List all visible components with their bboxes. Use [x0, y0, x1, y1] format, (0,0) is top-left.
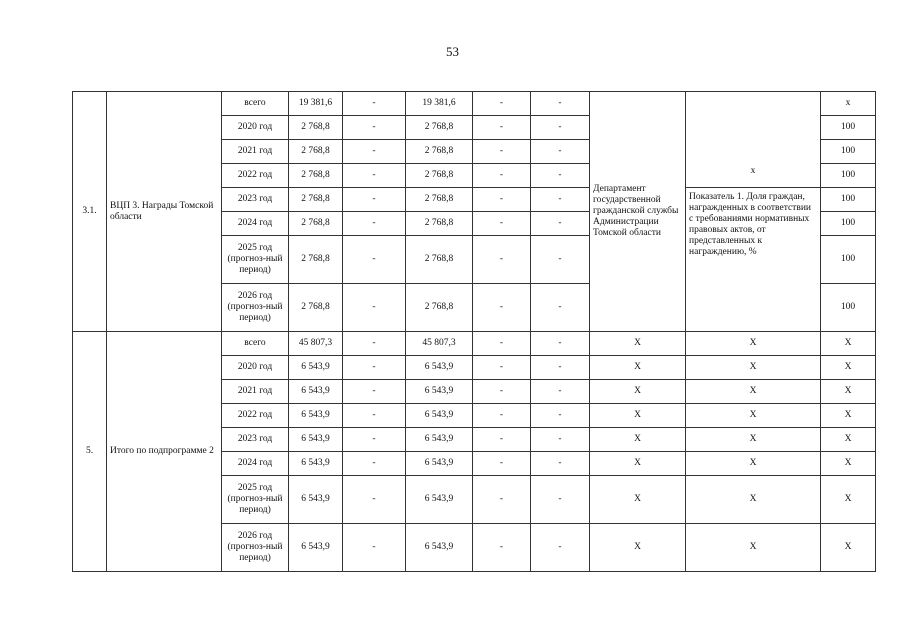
year-cell: 2020 год [222, 116, 289, 140]
other-cell: - [531, 332, 590, 356]
regional-cell: 6 543,9 [406, 380, 473, 404]
federal-cell: - [343, 188, 406, 212]
other-cell: - [531, 524, 590, 572]
value-x-cell: Х [821, 452, 876, 476]
value-cell: 100 [821, 116, 876, 140]
value-x-cell: Х [821, 380, 876, 404]
total-cell: 2 768,8 [289, 140, 343, 164]
other-cell: - [531, 380, 590, 404]
federal-cell: - [343, 476, 406, 524]
year-cell: 2023 год [222, 188, 289, 212]
indicator-x-cell: Х [686, 380, 821, 404]
total-cell: 2 768,8 [289, 188, 343, 212]
local-cell: - [473, 284, 531, 332]
total-cell: 2 768,8 [289, 116, 343, 140]
table-row [73, 92, 876, 116]
other-cell: - [531, 188, 590, 212]
page-number: 53 [446, 44, 459, 59]
year-cell: 2023 год [222, 428, 289, 452]
year-cell: 2022 год [222, 404, 289, 428]
year-cell: 2021 год [222, 380, 289, 404]
federal-cell: - [343, 356, 406, 380]
regional-cell: 2 768,8 [406, 284, 473, 332]
year-cell: 2021 год [222, 140, 289, 164]
indicator-header: х [686, 163, 820, 188]
local-cell: - [473, 404, 531, 428]
federal-cell: - [343, 140, 406, 164]
regional-cell: 6 543,9 [406, 356, 473, 380]
federal-cell: - [343, 380, 406, 404]
department-x-cell: Х [590, 524, 686, 572]
indicator-cell [686, 92, 821, 332]
local-cell: - [473, 356, 531, 380]
value-x-cell: Х [821, 356, 876, 380]
other-cell: - [531, 140, 590, 164]
year-cell: 2022 год [222, 164, 289, 188]
indicator-x-cell: Х [686, 332, 821, 356]
total-cell: 6 543,9 [289, 404, 343, 428]
year-cell: 2025 год (прогноз-ный период) [222, 476, 289, 524]
regional-cell: 2 768,8 [406, 116, 473, 140]
total-cell: 6 543,9 [289, 524, 343, 572]
indicator-x-cell: Х [686, 476, 821, 524]
other-cell: - [531, 92, 590, 116]
local-cell: - [473, 164, 531, 188]
value-cell: 100 [821, 164, 876, 188]
local-cell: - [473, 212, 531, 236]
total-cell: 45 807,3 [289, 332, 343, 356]
value-x-cell: Х [821, 332, 876, 356]
value-x-cell: Х [821, 404, 876, 428]
subprogram-table [72, 91, 876, 572]
total-cell: 2 768,8 [289, 164, 343, 188]
regional-cell: 2 768,8 [406, 212, 473, 236]
total-cell: 2 768,8 [289, 212, 343, 236]
federal-cell: - [343, 284, 406, 332]
other-cell: - [531, 164, 590, 188]
row-number: 3.1. [73, 92, 107, 332]
indicator-x-cell: Х [686, 356, 821, 380]
total-cell: 6 543,9 [289, 356, 343, 380]
value-cell: 100 [821, 188, 876, 212]
other-cell: - [531, 476, 590, 524]
federal-cell: - [343, 212, 406, 236]
local-cell: - [473, 332, 531, 356]
federal-cell: - [343, 236, 406, 284]
year-cell: всего [222, 332, 289, 356]
value-x-cell: Х [821, 476, 876, 524]
year-cell: 2026 год (прогноз-ный период) [222, 524, 289, 572]
federal-cell: - [343, 404, 406, 428]
department-x-cell: Х [590, 404, 686, 428]
total-cell: 6 543,9 [289, 428, 343, 452]
department-x-cell: Х [590, 476, 686, 524]
federal-cell: - [343, 92, 406, 116]
local-cell: - [473, 188, 531, 212]
local-cell: - [473, 236, 531, 284]
federal-cell: - [343, 116, 406, 140]
department-x-cell: Х [590, 380, 686, 404]
measure-name: Итого по подпрограмме 2 [107, 332, 222, 572]
regional-cell: 2 768,8 [406, 236, 473, 284]
other-cell: - [531, 284, 590, 332]
total-cell: 2 768,8 [289, 236, 343, 284]
local-cell: - [473, 524, 531, 572]
measure-name: ВЦП 3. Награды Томской области [107, 92, 222, 332]
total-cell: 6 543,9 [289, 380, 343, 404]
other-cell: - [531, 428, 590, 452]
regional-cell: 2 768,8 [406, 164, 473, 188]
department-x-cell: Х [590, 332, 686, 356]
indicator-x-cell: Х [686, 452, 821, 476]
year-cell: всего [222, 92, 289, 116]
regional-cell: 6 543,9 [406, 404, 473, 428]
department-x-cell: Х [590, 356, 686, 380]
table-row [73, 332, 876, 356]
local-cell: - [473, 428, 531, 452]
row-number: 5. [73, 332, 107, 572]
total-cell: 2 768,8 [289, 284, 343, 332]
indicator-x-cell: Х [686, 404, 821, 428]
value-x-cell: Х [821, 524, 876, 572]
local-cell: - [473, 116, 531, 140]
department-x-cell: Х [590, 452, 686, 476]
total-cell: 6 543,9 [289, 476, 343, 524]
regional-cell: 45 807,3 [406, 332, 473, 356]
total-cell: 19 381,6 [289, 92, 343, 116]
regional-cell: 6 543,9 [406, 476, 473, 524]
other-cell: - [531, 404, 590, 428]
local-cell: - [473, 140, 531, 164]
regional-cell: 6 543,9 [406, 428, 473, 452]
department-cell: Департамент государственной гражданской службы Администрации Томской области [590, 92, 686, 332]
federal-cell: - [343, 524, 406, 572]
other-cell: - [531, 356, 590, 380]
department-x-cell: Х [590, 428, 686, 452]
local-cell: - [473, 476, 531, 524]
other-cell: - [531, 116, 590, 140]
regional-cell: 6 543,9 [406, 452, 473, 476]
other-cell: - [531, 236, 590, 284]
other-cell: - [531, 212, 590, 236]
local-cell: - [473, 452, 531, 476]
federal-cell: - [343, 332, 406, 356]
federal-cell: - [343, 452, 406, 476]
local-cell: - [473, 380, 531, 404]
federal-cell: - [343, 428, 406, 452]
regional-cell: 19 381,6 [406, 92, 473, 116]
year-cell: 2025 год (прогноз-ный период) [222, 236, 289, 284]
other-cell: - [531, 452, 590, 476]
federal-cell: - [343, 164, 406, 188]
value-cell: 100 [821, 236, 876, 284]
regional-cell: 2 768,8 [406, 140, 473, 164]
indicator-text: Показатель 1. Доля граждан, награжденных в соответствии с требованиями нормативных правовых актов, от представленных к награждению, % [689, 192, 811, 257]
value-cell: 100 [821, 284, 876, 332]
value-cell: 100 [821, 212, 876, 236]
year-cell: 2020 год [222, 356, 289, 380]
indicator-x-cell: Х [686, 524, 821, 572]
regional-cell: 2 768,8 [406, 188, 473, 212]
value-x-cell: Х [821, 428, 876, 452]
regional-cell: 6 543,9 [406, 524, 473, 572]
indicator-x-cell: Х [686, 428, 821, 452]
year-cell: 2024 год [222, 212, 289, 236]
year-cell: 2024 год [222, 452, 289, 476]
value-header: х [821, 92, 876, 116]
year-cell: 2026 год (прогноз-ный период) [222, 284, 289, 332]
total-cell: 6 543,9 [289, 452, 343, 476]
local-cell: - [473, 92, 531, 116]
value-cell: 100 [821, 140, 876, 164]
